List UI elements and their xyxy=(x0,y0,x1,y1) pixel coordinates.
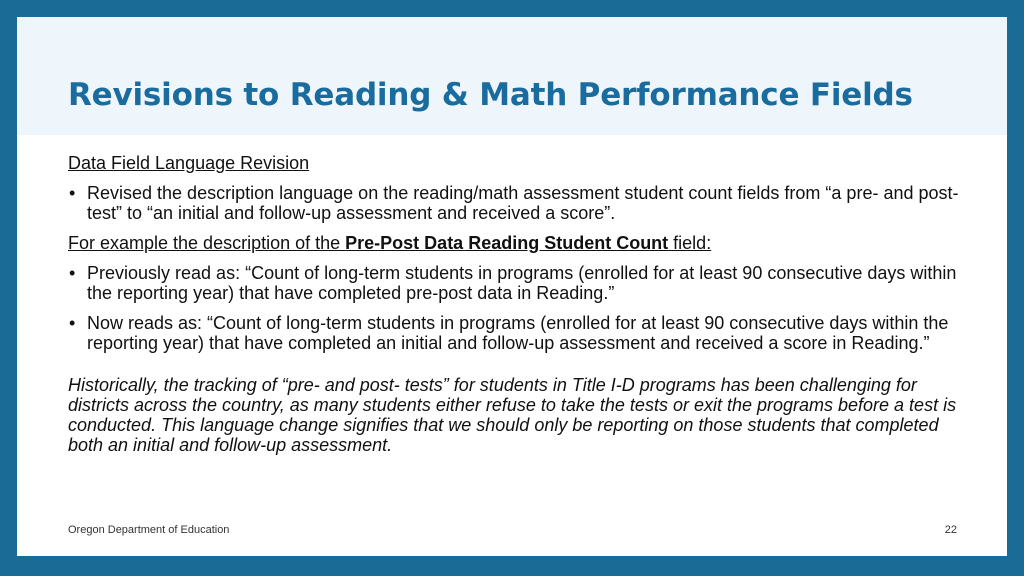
bullet-dot-icon: • xyxy=(69,183,76,203)
section-heading-example xyxy=(68,233,968,253)
bullet-text-now: Now reads as: “Count of long-term students in programs (enrolled for at least 90 consecutive days within the reporting year) that have completed an initial and follow-up assessment and received a score in Reading.” xyxy=(87,313,949,353)
slide xyxy=(17,17,1007,556)
bullet-dot-icon: • xyxy=(69,313,76,333)
bullet-item xyxy=(68,183,968,223)
bullet-item xyxy=(68,313,968,353)
slide-content xyxy=(68,153,968,455)
bullet-text: Revised the description language on the reading/math assessment student count fields from “a pre- and post-test” to “an initial and follow-up assessment and received a score”. xyxy=(87,183,959,223)
bullet-dot-icon: • xyxy=(69,263,76,283)
bullet-text-previous: Previously read as: “Count of long-term students in programs (enrolled for at least 90 consecutive days within the reporting year) that have completed pre-post data in Reading.” xyxy=(87,263,957,303)
example-heading-field-name: Pre-Post Data Reading Student Count xyxy=(345,233,669,253)
historical-note: Historically, the tracking of “pre- and post- tests” for students in Title I-D programs has been challenging for districts across the country, as many students either refuse to take the tests or exit the programs before a test is conducted. This language change signifies that we should only be reporting on those students that completed both an initial and follow-up assessment. xyxy=(68,375,957,455)
footer-organization: Oregon Department of Education xyxy=(68,524,230,536)
bullet-item xyxy=(68,263,968,303)
slide-title: Revisions to Reading & Math Performance Fields xyxy=(68,77,913,113)
example-heading-suffix: field: xyxy=(668,233,712,253)
footer-page-number: 22 xyxy=(944,524,957,536)
example-heading-prefix: For example the description of the xyxy=(68,233,346,253)
section-heading-language-revision: Data Field Language Revision xyxy=(68,153,310,173)
